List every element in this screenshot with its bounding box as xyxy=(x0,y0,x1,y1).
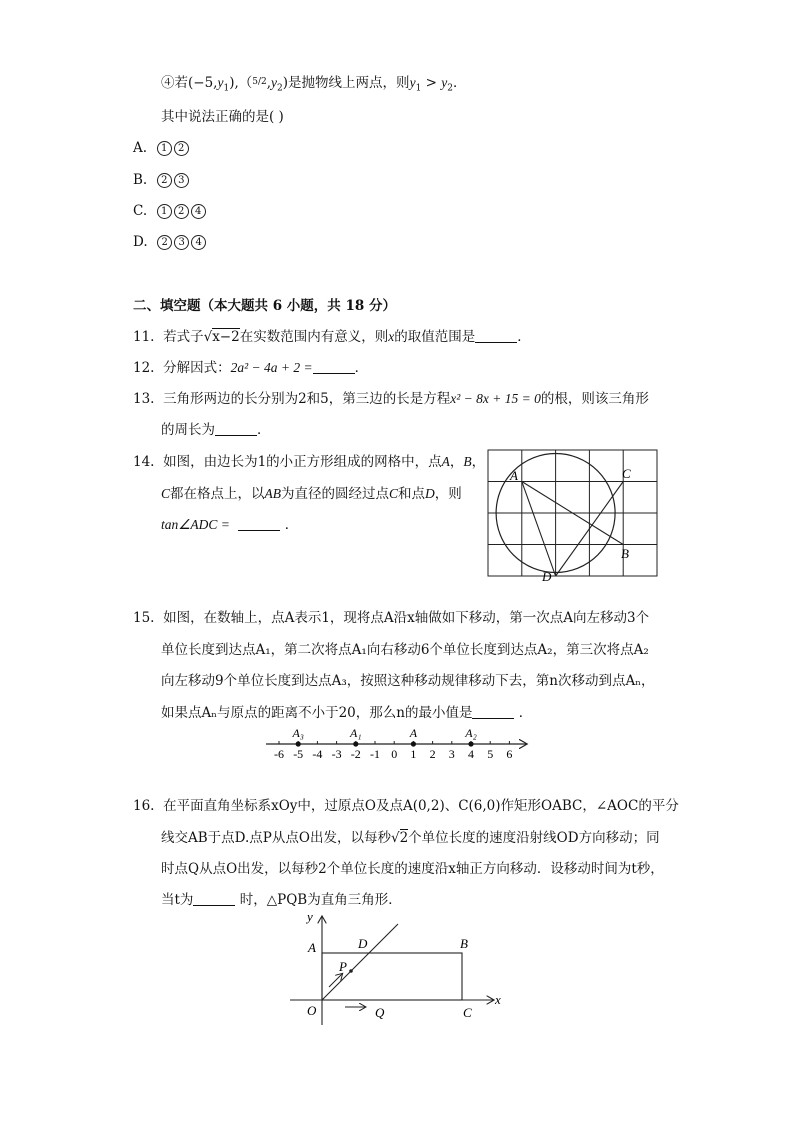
question-11: 11. 若式子√x−2在实数范围内有意义，则x的取值范围是 ． xyxy=(133,329,531,345)
number-line-point-label: A₂ xyxy=(465,726,477,740)
option-a[interactable]: A. 1 2 xyxy=(133,138,190,158)
tick-label: -5 xyxy=(293,747,304,761)
tick-label: -6 xyxy=(274,747,284,761)
option-d[interactable]: D. 2 3 4 xyxy=(133,232,207,252)
label-q: Q xyxy=(375,1005,385,1020)
question-16-line1: 16. 在平面直角坐标系xOy中，过原点O及点A(0,2)、C(6,0)作矩形OABC，∠AOC的平分 xyxy=(133,798,679,814)
tick-label: -2 xyxy=(350,747,361,761)
question-16-line2: 线交AB于点D.点P从点O出发，以每秒√2个单位长度的速度沿射线OD方向移动；同 xyxy=(161,830,660,846)
label-b: B xyxy=(460,936,468,951)
question-15-line1: 15. 如图，在数轴上，点A表示1，现将点A沿x轴做如下移动，第一次点A向左移动3个 xyxy=(133,610,650,626)
option-c[interactable]: C. 1 2 4 xyxy=(133,201,207,221)
label-a: A xyxy=(308,940,316,955)
question-13-line2: 的周长为 ． xyxy=(161,422,271,438)
question-16-line4: 当t为 时，△PQB为直角三角形． xyxy=(161,892,402,908)
number-line-point xyxy=(353,741,358,746)
tick-label: 3 xyxy=(448,747,455,761)
question-15-line4: 如果点Aₙ与原点的距离不小于20，那么n的最小值是 ． xyxy=(161,705,533,721)
answer-blank[interactable] xyxy=(193,892,235,906)
arrow-p xyxy=(329,974,342,987)
number-line-point-label: A₃ xyxy=(292,726,304,740)
tick-label: 2 xyxy=(429,747,436,761)
item4-number: ④ xyxy=(161,75,175,91)
question-12: 12. 分解因式：2a² − 4a + 2 = ． xyxy=(133,360,369,376)
point-label-b: B xyxy=(621,546,629,561)
question-15-line3: 向左移动9个单位长度到达点A₃，按照这种移动规律移动下去，第n次移动到点Aₙ， xyxy=(161,673,655,689)
coordinate-figure xyxy=(285,905,510,1030)
point-p xyxy=(349,969,353,973)
sqrt-symbol: √ xyxy=(203,329,213,345)
label-d: D xyxy=(358,936,368,951)
label-o: O xyxy=(307,1003,317,1018)
segments xyxy=(522,482,623,577)
tick-label: 4 xyxy=(468,747,474,761)
option-b[interactable]: B. 2 3 xyxy=(133,170,190,190)
tick-label: 1 xyxy=(410,747,417,761)
point-label-d: D xyxy=(542,569,552,584)
number-line-point xyxy=(296,741,301,746)
label-y: y xyxy=(307,909,313,924)
label-x: x xyxy=(495,992,501,1007)
number-line-point xyxy=(468,741,473,746)
number-line-point-label: A xyxy=(409,726,418,740)
answer-blank[interactable] xyxy=(472,705,514,719)
q10-item4: ④若$(-5,y_1),(^{5/2},y_2)$是抛物线上两点，则$y_1 > y_2$． xyxy=(161,75,467,94)
tick-label: 6 xyxy=(506,747,513,761)
point-label-a: A xyxy=(510,468,518,483)
tick-label: -4 xyxy=(312,747,323,761)
label-c: C xyxy=(463,1005,472,1020)
tick-label: -1 xyxy=(370,747,380,761)
answer-blank[interactable] xyxy=(238,517,280,531)
question-16-line3: 时点Q从点O出发，以每秒2个单位长度的速度沿x轴正方向移动．设移动时间为t秒， xyxy=(161,861,664,877)
point-label-c: C xyxy=(622,466,631,481)
section-title: 二、填空题（本大题共 6 小题，共 18 分） xyxy=(133,298,396,314)
answer-blank[interactable] xyxy=(475,329,517,343)
grid-circle-figure xyxy=(480,448,670,584)
question-14-line2: C都在格点上，以AB为直径的圆经过点C和点D，则 xyxy=(161,486,462,502)
tick-label: 5 xyxy=(487,747,494,761)
question-14-line1: 14. 如图，由边长为1的小正方形组成的网格中，点A，B， xyxy=(133,454,486,470)
question-13-line1: 13. 三角形两边的长分别为2和5，第三边的长是方程x² − 8x + 15 = 0的根，则该三角形 xyxy=(133,391,649,407)
sqrt-symbol: √ xyxy=(390,830,400,846)
question-14-line3: tan∠ADC = ． xyxy=(161,517,299,533)
tick-label: -3 xyxy=(331,747,342,761)
q10-stem: 其中说法正确的是( ) xyxy=(161,109,284,125)
answer-blank[interactable] xyxy=(313,360,355,374)
answer-blank[interactable] xyxy=(215,422,257,436)
number-line xyxy=(262,722,532,764)
tick-label: 0 xyxy=(391,747,398,761)
question-15-line2: 单位长度到达点A₁，第二次将点A₁向右移动6个单位长度到达点A₂，第三次将点A₂ xyxy=(161,642,649,658)
label-p: P xyxy=(339,959,347,974)
number-line-point xyxy=(411,741,416,746)
number-line-point-label: A₁ xyxy=(350,726,362,740)
